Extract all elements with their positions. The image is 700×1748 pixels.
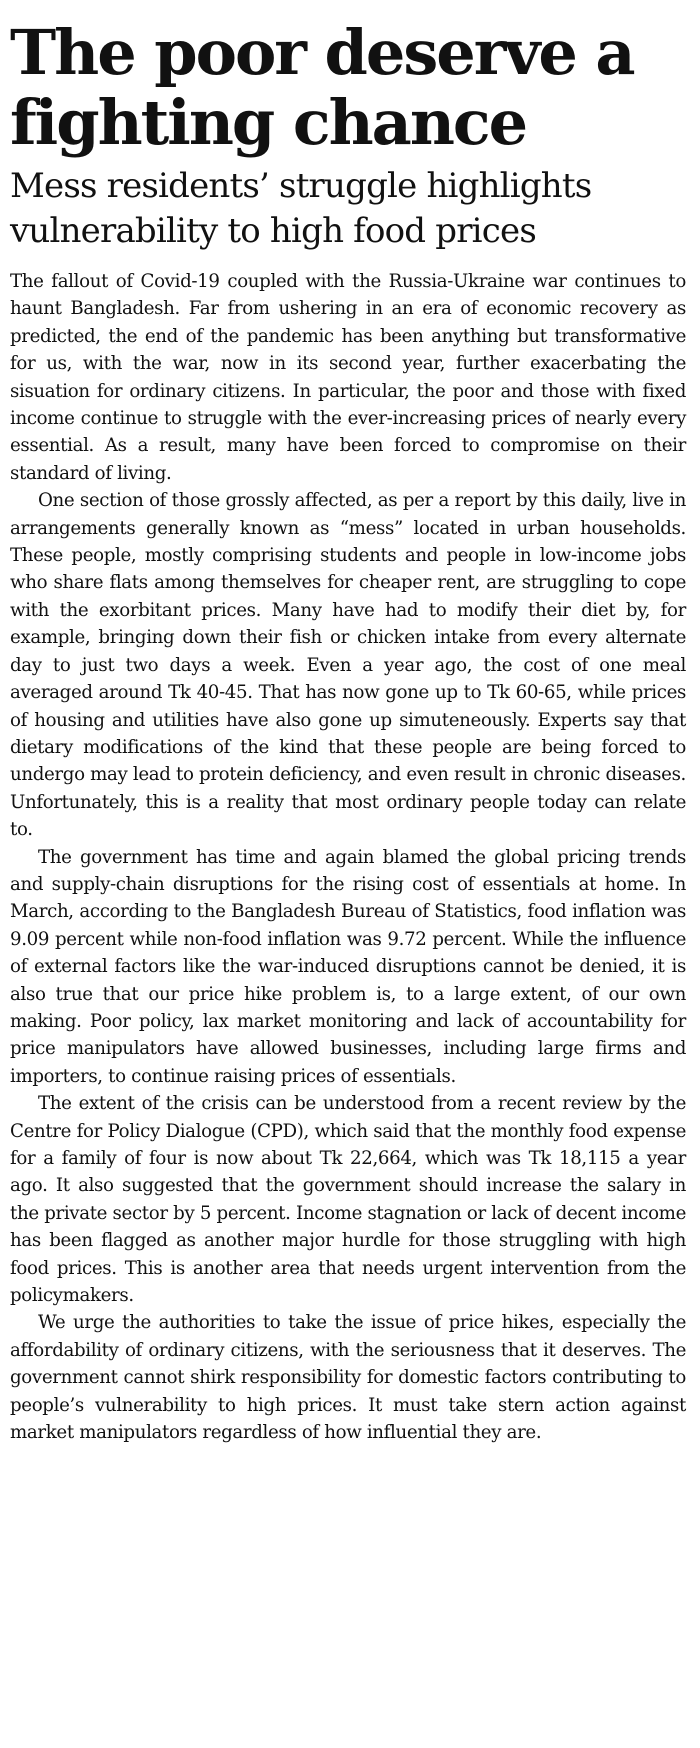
body-paragraph-4: The extent of the crisis can be understood from a recent review by the Centre for Policy Dialogue (CPD), which said that the monthly food expense for a family of four is now about Tk 22,664, which was Tk 18,115 a year ago. It also suggested that the government should increase the salary in the private sector by 5 percent. Income stagnation or lack of decent income has been flagged as another major hurdle for those struggling with high food prices. This is another area that needs urgent intervention from the policymakers. <box>10 1093 686 1307</box>
body-paragraph-1: The fallout of Covid-19 coupled with the Russia-Ukraine war continues to haunt Bangladesh. Far from ushering in an era of economic recovery as predicted, the end of the pandemic has been anything but transformative for us, with the war, now in its second year, further exacerbating the sisuation for ordinary citizens. In particular, the poor and those with fixed income continue to struggle with the ever-increasing prices of nearly every essential. As a result, many have been forced to compromise on their standard of living. <box>10 271 686 484</box>
body-paragraph-3: The government has time and again blamed the global pricing trends and supply-chain disruptions for the rising cost of essentials at home. In March, according to the Bangladesh Bureau of Statistics, food inflation was 9.09 percent while non-food inflation was 9.72 percent. While the influence of external factors like the war-induced disruptions cannot be denied, it is also true that our price hike problem is, to a large extent, of our own making. Poor policy, lax market monitoring and lack of accountability for price manipulators have allowed businesses, including large firms and importers, to continue raising prices of essentials. <box>10 846 686 1087</box>
body-paragraph-5: We urge the authorities to take the issue of price hikes, especially the affordability of ordinary citizens, with the seriousness that it deserves. The government cannot shirk responsibility for domestic factors contributing to people’s vulnerability to high prices. It must take stern action against market manipulators regardless of how influential they are. <box>10 1312 686 1444</box>
article-body <box>10 268 686 1446</box>
body-paragraph-2: One section of those grossly affected, as per a report by this daily, live in arrangements generally known as “mess” located in urban households. These people, mostly comprising students and people in low-income jobs who share flats among themselves for cheaper rent, are struggling to cope with the exorbitant prices. Many have had to modify their diet by, for example, bringing down their fish or chicken intake from every alternate day to just two days a week. Even a year ago, the cost of one meal averaged around Tk 40-45. That has now gone up to Tk 60-65, while prices of housing and utilities have also gone up simuteneously. Experts say that dietary modifications of the kind that these people are being forced to undergo may lead to protein deficiency, and even result in chronic diseases. Unfortunately, this is a reality that most ordinary people today can relate to. <box>10 490 686 841</box>
headline: The poor deserve a fighting chance <box>10 16 634 159</box>
subheadline: Mess residents’ struggle highlights vulnerability to high food prices <box>10 166 592 251</box>
